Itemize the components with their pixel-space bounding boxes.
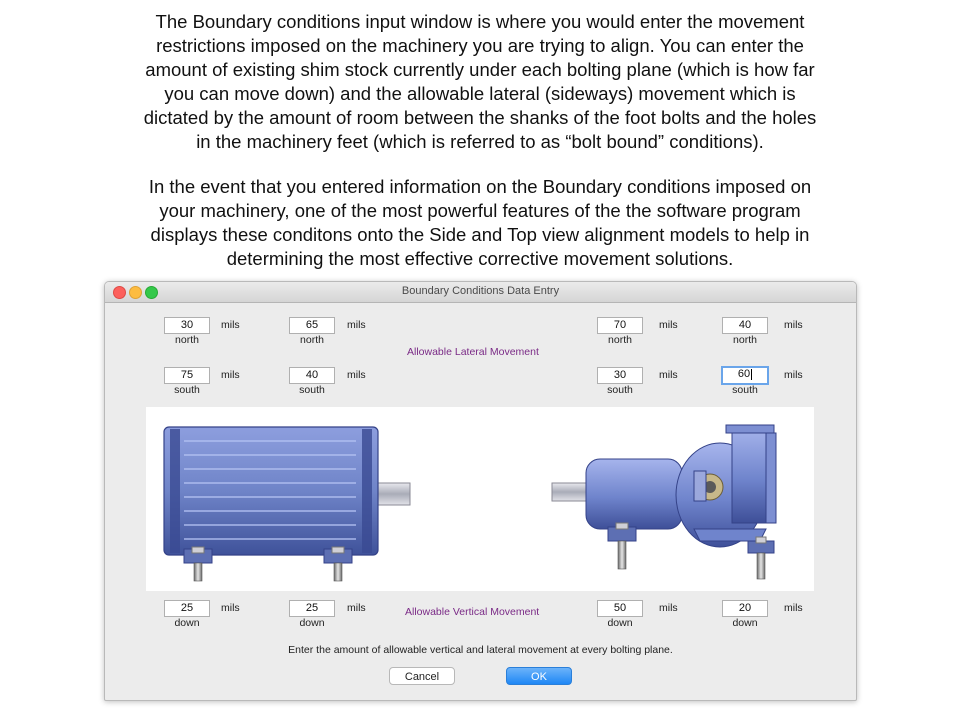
unit-label: mils — [659, 319, 678, 331]
title-bar[interactable] — [105, 282, 856, 303]
window-title: Boundary Conditions Data Entry — [401, 285, 560, 297]
intro-line: restrictions imposed on the machinery you are trying to align. You can enter the — [156, 35, 804, 56]
boundary-conditions-window — [104, 281, 857, 701]
centrifugal-pump — [552, 425, 776, 579]
south-label: south — [299, 384, 325, 396]
text-caret — [751, 369, 752, 380]
down-field-2[interactable]: 25 — [289, 600, 335, 617]
machinery-drawing — [146, 407, 814, 591]
intro-line: amount of existing shim stock currently under each bolting plane (which is how far — [145, 59, 815, 80]
south-label: south — [732, 384, 758, 396]
intro-line: your machinery, one of the most powerful features of the the software program — [159, 200, 801, 221]
unit-label: mils — [659, 369, 678, 381]
unit-label: mils — [347, 369, 366, 381]
north-label: north — [175, 334, 199, 346]
unit-label: mils — [221, 369, 240, 381]
lateral-movement-caption: Allowable Lateral Movement — [407, 346, 539, 358]
intro-paragraph-2 — [110, 175, 850, 271]
south-label: south — [174, 384, 200, 396]
intro-paragraph-1 — [110, 10, 850, 154]
unit-label: mils — [347, 319, 366, 331]
north-label: north — [608, 334, 632, 346]
south-field-1[interactable]: 75 — [164, 367, 210, 384]
south-label: south — [607, 384, 633, 396]
south-field-2[interactable]: 40 — [289, 367, 335, 384]
ok-button[interactable]: OK — [506, 667, 572, 685]
intro-line: in the machinery feet (which is referred to as “bolt bound” conditions). — [196, 131, 764, 152]
down-field-1[interactable]: 25 — [164, 600, 210, 617]
electric-motor — [164, 427, 410, 581]
intro-line: displays these conditons onto the Side and Top view alignment models to help in — [150, 224, 810, 245]
down-label: down — [607, 617, 633, 629]
north-label: north — [300, 334, 324, 346]
intro-line: The Boundary conditions input window is where you would enter the movement — [155, 11, 805, 32]
south-field-3[interactable]: 30 — [597, 367, 643, 384]
cancel-button[interactable]: Cancel — [389, 667, 455, 685]
down-label: down — [174, 617, 200, 629]
north-field-1[interactable]: 30 — [164, 317, 210, 334]
south-field-4[interactable] — [721, 366, 769, 385]
down-field-3[interactable]: 50 — [597, 600, 643, 617]
instruction-text: Enter the amount of allowable vertical and lateral movement at every bolting plane. — [288, 644, 673, 656]
intro-line: In the event that you entered information on the Boundary conditions imposed on — [148, 176, 812, 197]
motor-foot-left — [184, 547, 212, 581]
unit-label: mils — [784, 319, 803, 331]
down-field-4[interactable]: 20 — [722, 600, 768, 617]
north-field-3[interactable]: 70 — [597, 317, 643, 334]
unit-label: mils — [221, 319, 240, 331]
motor-foot-right — [324, 547, 352, 581]
field-value: 60 — [737, 368, 751, 380]
pump-foot-left — [608, 523, 636, 569]
down-label: down — [299, 617, 325, 629]
vertical-movement-caption: Allowable Vertical Movement — [405, 606, 540, 618]
unit-label: mils — [784, 602, 803, 614]
unit-label: mils — [784, 369, 803, 381]
intro-line: you can move down) and the allowable lateral (sideways) movement which is — [164, 83, 796, 104]
machinery-illustration — [146, 407, 814, 591]
unit-label: mils — [221, 602, 240, 614]
intro-line: determining the most effective corrective movement solutions. — [226, 248, 734, 269]
north-field-4[interactable]: 40 — [722, 317, 768, 334]
intro-line: dictated by the amount of room between the shanks of the foot bolts and the holes — [143, 107, 817, 128]
down-label: down — [732, 617, 758, 629]
unit-label: mils — [347, 602, 366, 614]
north-field-2[interactable]: 65 — [289, 317, 335, 334]
north-label: north — [733, 334, 757, 346]
unit-label: mils — [659, 602, 678, 614]
pump-foot-right — [748, 537, 774, 579]
